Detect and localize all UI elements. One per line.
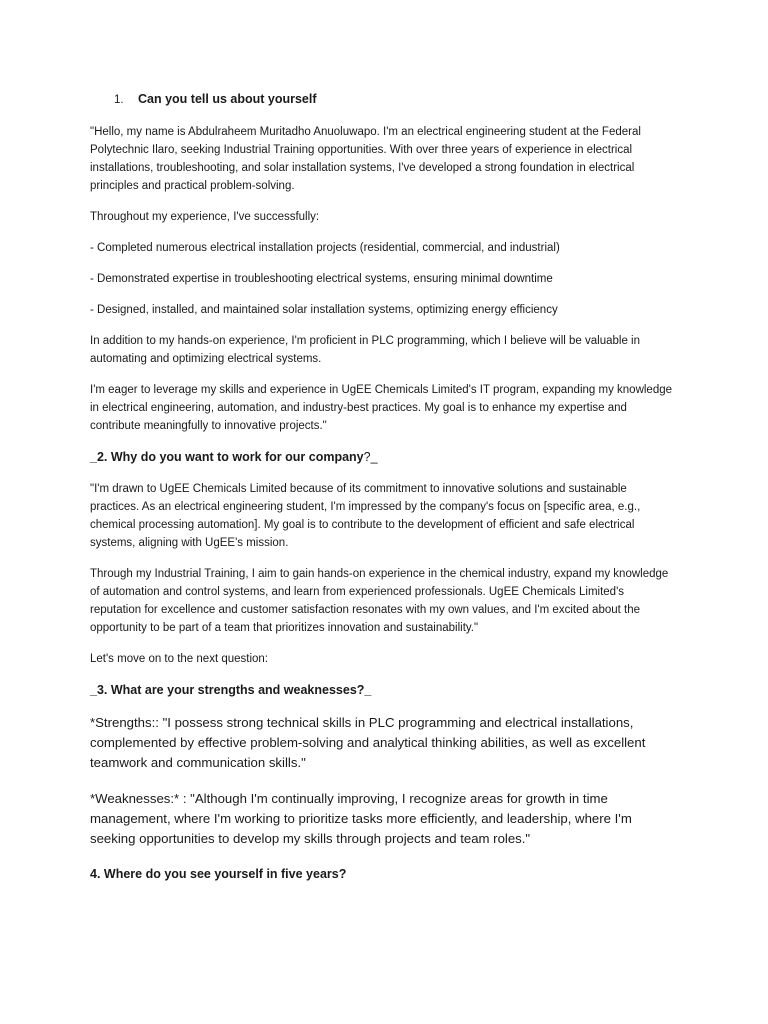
answer-1-bullet-3: - Designed, installed, and maintained solar installation systems, optimizing energy efficiency (90, 304, 558, 316)
question-3-heading: _3. What are your strengths and weaknesses?_ (90, 683, 372, 697)
answer-1-intro: "Hello, my name is Abdulraheem Muritadho Anuoluwapo. I'm an electrical engineering student at the Federal Polytechnic Ilaro, seeking Industrial Training opportunities. With over three years of experience in electrical installations, troubleshooting, and solar installation systems, I've developed a strong foundation in electrical principles and practical problem-solving. (90, 126, 641, 192)
answer-1-plc: In addition to my hands-on experience, I'm proficient in PLC programming, which I believe will be valuable in automating and optimizing electrical systems. (90, 335, 641, 365)
question-2-title: _2. Why do you want to work for our company (90, 450, 364, 464)
question-4-heading: 4. Where do you see yourself in five years? (90, 867, 347, 881)
question-2-heading (90, 448, 678, 466)
question-1-heading (90, 92, 678, 106)
question-2-title-tail: ?_ (363, 450, 378, 464)
question-1-number: 1. (114, 94, 124, 106)
answer-2-para-1: "I'm drawn to UgEE Chemicals Limited because of its commitment to innovative solutions and sustainable practices. As an electrical engineering student, I'm impressed by the company's focus on [specific area, e.g., chemical processing automation]. My goal is to contribute to the development of efficient and safe electrical systems, aligning with UgEE's mission. (90, 483, 641, 549)
answer-1-lead: Throughout my experience, I've successfully: (90, 211, 320, 223)
answer-2-para-2: Through my Industrial Training, I aim to gain hands-on experience in the chemical industry, expand my knowledge of automation and control systems, and learn from experienced professionals. UgEE Chemicals Limited's reputation for excellence and customer satisfaction resonates with my own values, and I'm excited about the opportunity to be part of a team that prioritizes innovation and sustainability." (90, 568, 669, 634)
answer-1-bullet-2: - Demonstrated expertise in troubleshooting electrical systems, ensuring minimal downtime (90, 273, 553, 285)
transition-text: Let's move on to the next question: (90, 653, 269, 665)
answer-1-bullet-1: - Completed numerous electrical installation projects (residential, commercial, and industrial) (90, 242, 560, 254)
question-1-title: Can you tell us about yourself (138, 92, 317, 106)
answer-1-closing: I'm eager to leverage my skills and experience in UgEE Chemicals Limited's IT program, expanding my knowledge in electrical engineering, automation, and industry-best practices. My goal is to enhance my expertise and contribute meaningfully to innovative projects." (90, 384, 673, 432)
answer-3-strengths: *Strengths:: "I possess strong technical skills in PLC programming and electrical installations, complemented by effective problem-solving and analytical thinking abilities, as well as excellent teamwork and communication skills." (90, 715, 646, 770)
answer-3-weaknesses: *Weaknesses:* : "Although I'm continually improving, I recognize areas for growth in time management, where I'm working to prioritize tasks more efficiently, and leadership, where I'm seeking opportunities to develop my skills through projects and team roles." (90, 791, 632, 846)
